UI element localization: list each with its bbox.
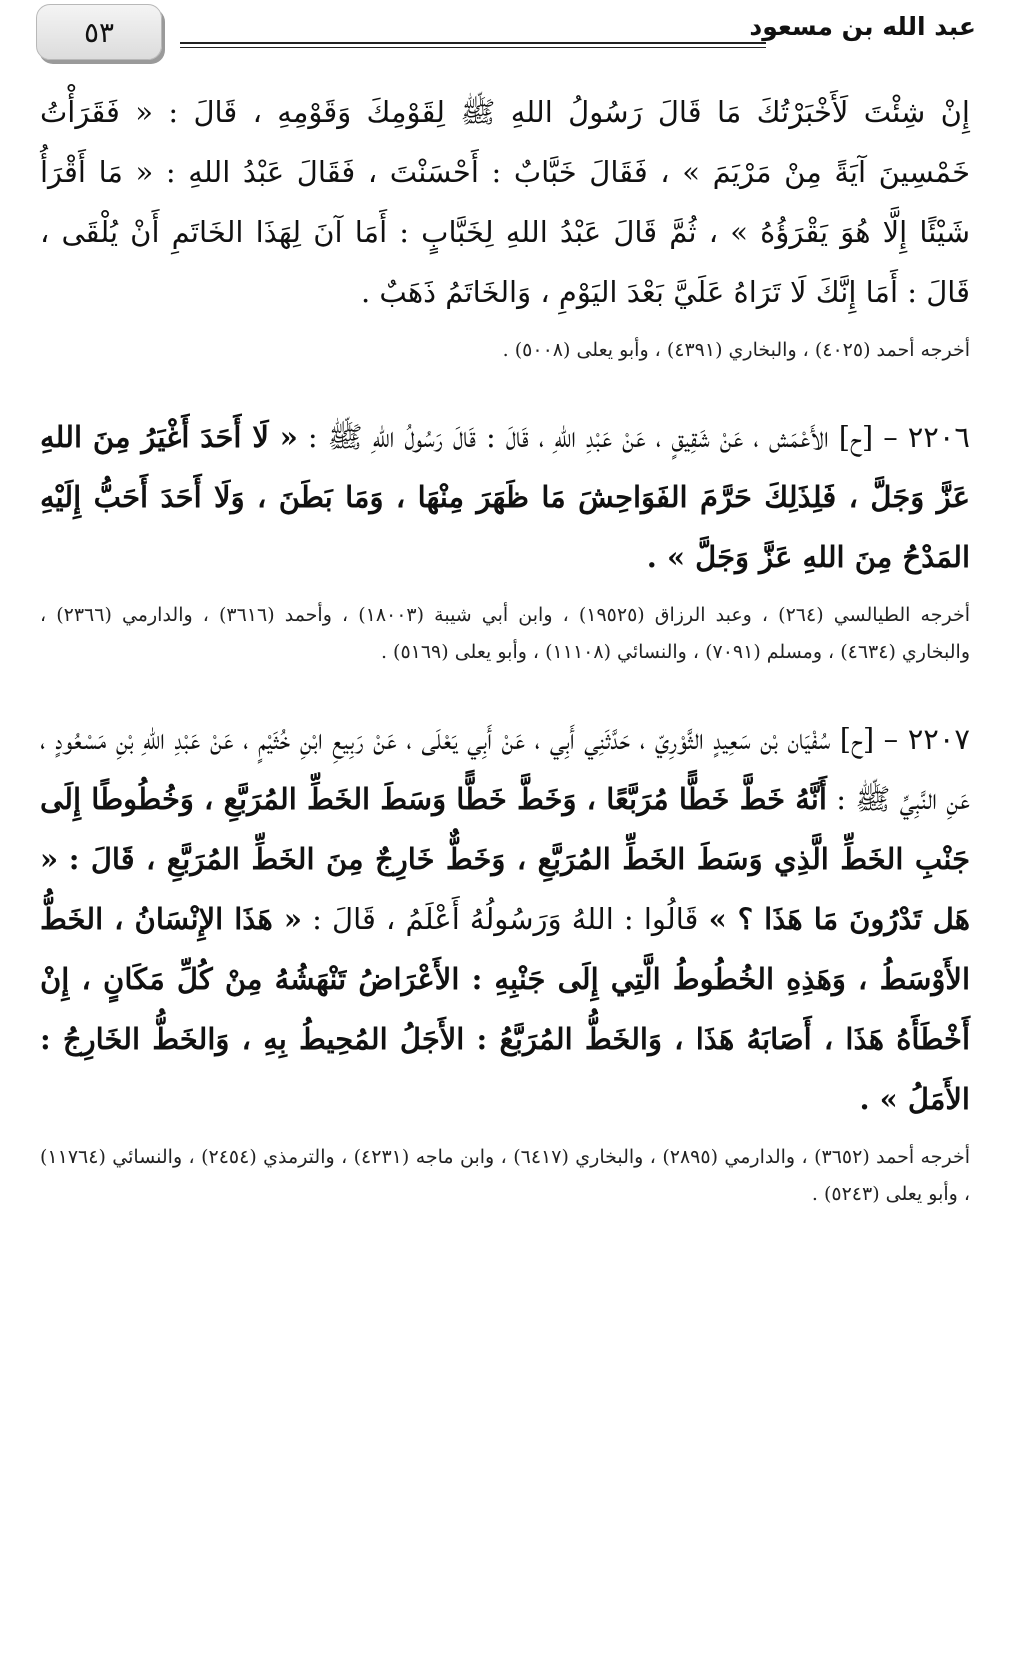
running-title: عبد الله بن مسعود bbox=[749, 12, 976, 41]
hadith-matn-question: « هَل تَدْرُونَ مَا هَذَا ؟ » bbox=[40, 842, 971, 936]
hadith-matn-part: أَنَّهُ خَطَّ خَطًّا مُرَبَّعًا ، وَخَطَّ خَطًّا وَسَطَ الخَطِّ المُرَبَّعِ ، وَخُطُوطًا إِلَى جَنْبِ الخَطِّ الَّذِي وَسَطَ الخَطِّ المُرَبَّعِ ، وَخَطٌّ خَارِجٌ مِنَ الخَطِّ المُرَبَّعِ ، قَالَ : bbox=[40, 782, 970, 876]
hadith-number: ٢٢٠٦ bbox=[907, 420, 971, 454]
page-number-tab bbox=[36, 4, 162, 60]
takhrij-note-2: أخرجه الطيالسي (٢٦٤) ، وعبد الرزاق (١٩٥٢٥) ، وابن أبي شيبة (١٨٠٠٣) ، وأحمد (٣٦١٦) ، والدارمي (٢٣٦٦) ، والبخاري (٤٦٣٤) ، ومسلم (٧٠٩١) ، والنسائي (١١١٠٨) ، وأبو يعلى (٥١٦٩) . bbox=[40, 604, 970, 663]
takhrij-note-3: أخرجه أحمد (٣٦٥٢) ، والدارمي (٢٨٩٥) ، والبخاري (٦٤١٧) ، وابن ماجه (٤٢٣١) ، والترمذي (٢٤٥٤) ، والنسائي (١١٧٦٤) ، وأبو يعلى (٥٢٤٣) . bbox=[40, 1146, 970, 1205]
takhrij-note-1: أخرجه أحمد (٤٠٢٥) ، والبخاري (٤٣٩١) ، وأبو يعلى (٥٠٠٨) . bbox=[502, 339, 970, 361]
hadith-2206 bbox=[40, 407, 970, 587]
page-number: ٥٣ bbox=[83, 15, 115, 49]
hadith-2207 bbox=[40, 709, 970, 1129]
hadith-number: ٢٢٠٧ bbox=[907, 722, 971, 756]
header-rule bbox=[180, 42, 766, 48]
page-content bbox=[40, 82, 970, 1213]
hadith-text-continued: إِنْ شِئْتَ لَأَخْبَرْتُكَ مَا قَالَ رَسُولُ اللهِ ﷺ لِقَوْمِكَ وَقَوْمِهِ ، قَالَ : « فَقَرَأْتُ خَمْسِينَ آيَةً مِنْ مَرْيَمَ » ، فَقَالَ خَبَّابٌ : أَحْسَنْتَ ، فَقَالَ عَبْدُ اللهِ : « مَا أَقْرَأُ شَيْئًا إِلَّا هُوَ يَقْرَؤُهُ » ، ثُمَّ قَالَ عَبْدُ اللهِ لِخَبَّابٍ : أَمَا آنَ لِهَذَا الخَاتَمِ أَنْ يُلْقَى ، قَالَ : أَمَا إِنَّكَ لَا تَرَاهُ عَلَيَّ بَعْدَ اليَوْمِ ، وَالخَاتَمُ ذَهَبٌ . bbox=[40, 95, 970, 309]
page-header bbox=[36, 4, 976, 68]
hadith-matn-answer: « هَذَا الإِنْسَانُ ، الخَطُّ الأَوْسَطُ ، وَهَذِهِ الخُطُوطُ الَّتِي إِلَى جَنْبِهِ : الأَعْرَاضُ تَنْهَشُهُ مِنْ كُلِّ مَكَانٍ ، إِنْ أَخْطَأَهُ هَذَا ، أَصَابَهُ هَذَا ، وَالخَطُّ المُرَبَّعُ : الأَجَلُ المُحِيطُ بِهِ ، وَالخَطُّ الخَارِجُ : الأَمَلُ » . bbox=[40, 902, 970, 1116]
hadith-narration: قَالُوا : اللهُ وَرَسُولُهُ أَعْلَمُ ، قَالَ : bbox=[312, 902, 699, 936]
hadith-matn: « لَا أَحَدَ أَغْيَرُ مِنَ اللهِ عَزَّ وَجَلَّ ، فَلِذَلِكَ حَرَّمَ الفَوَاحِشَ مَا ظَهَرَ مِنْهَا ، وَمَا بَطَنَ ، وَلَا أَحَدَ أَحَبُّ إِلَيْهِ المَدْحُ مِنَ اللهِ عَزَّ وَجَلَّ » . bbox=[40, 420, 970, 574]
hadith-isnad: – [ح] الأَعْمَش ، عَنْ شَقِيقٍ ، عَنْ عَبْدِ اللهِ ، قَالَ : قَالَ رَسُولُ اللهِ ﷺ : bbox=[307, 420, 898, 454]
hadith-isnad: – [ح] سُفْيَان بْن سَعِيدٍ الثَّوْرِيّ ، حَدَّثَنِي أَبِي ، عَنْ أَبِي يَعْلَى ، عَنْ رَبِيعِ ابْنِ خُثَيْمٍ ، عَنْ عَبْدِ اللهِ بْنِ مَسْعُودٍ ، عَنِ النَّبِيِّ ﷺ : bbox=[40, 722, 970, 816]
